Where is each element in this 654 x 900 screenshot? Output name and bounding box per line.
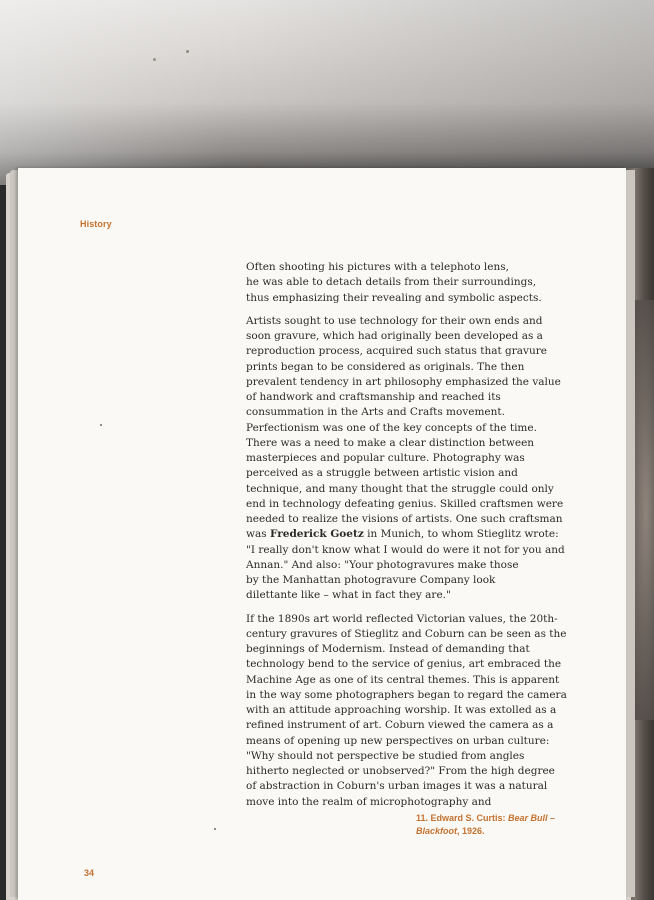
scanner-background [0,0,654,185]
caption-prefix: 11. Edward S. Curtis: [416,813,509,823]
page-number: 34 [84,868,95,878]
section-label: History [80,219,112,229]
text-line: with an attitude approaching worship. It was extolled as a [246,704,557,716]
text-line: thus emphasizing their revealing and symbolic aspects. [246,291,542,304]
dust-speck [186,50,189,53]
text-line: reproduction process, acquired such status that gravure [246,345,547,358]
caption-title: Bear Bull – [508,813,556,823]
text-fragment: was [246,528,270,541]
text-line: of abstraction in Coburn's urban images it was a natural [246,780,548,793]
caption-title-cont: Blackfoot [416,825,458,836]
text-line: technology bend to the service of genius, art embraced the [246,658,562,671]
text-line: consummation in the Arts and Crafts movement. [246,406,505,419]
text-line: of handwork and craftsmanship and reached its [246,391,501,403]
text-line: masterpieces and popular culture. Photography was [246,452,525,464]
text-line: "Why should not perspective be studied from angles [246,749,525,762]
text-line: If the 1890s art world reflected Victorian values, the 20th- [246,612,558,625]
caption-year: , 1926. [457,825,485,836]
book-page [18,168,626,900]
text-line: century gravures of Stieglitz and Coburn can be seen as the [246,627,567,640]
text-line: refined instrument of art. Coburn viewed the camera as a [246,719,554,732]
text-line: end in technology defeating genius. Skilled craftsmen were [246,497,564,510]
text-line: move into the realm of microphotography and [246,795,492,808]
text-line: in the way some photographers began to regard the camera [246,688,567,701]
text-fragment: in Munich, to whom Stieglitz wrote: [363,528,559,541]
paragraph-2 [246,314,576,604]
dust-speck [153,58,156,61]
text-line: dilettante like – what in fact they are." [246,589,451,602]
text-line: prints began to be considered as originals. The then [246,360,525,373]
person-name: Frederick Goetz [269,528,364,541]
text-line: means of opening up new perspectives on urban culture: [246,734,550,747]
figure-caption [416,812,586,837]
paragraph-3 [246,612,576,810]
text-line: hitherto neglected or unobserved?" From the high degree [246,765,555,777]
caption-line [416,825,586,838]
text-line: needed to realize the visions of artists. One such craftsman [246,513,563,525]
body-text [246,260,576,818]
paper-speck [100,424,102,426]
caption-line [416,812,586,825]
text-line: Often shooting his pictures with a telephoto lens, [246,261,509,273]
text-line: prevalent tendency in art philosophy emphasized the value [246,375,561,388]
text-line: There was a need to make a clear distinction between [246,436,535,449]
text-line: Perfectionism was one of the key concepts of the time. [246,421,537,434]
text-line: "I really don't know what I would do were it not for you and [246,543,565,556]
text-line: soon gravure, which had originally been developed as a [246,330,543,342]
text-line-with-name [246,527,576,542]
text-line: technique, and many thought that the struggle could only [246,482,554,495]
paper-speck [214,828,216,830]
text-line: perceived as a struggle between artistic vision and [246,467,518,480]
text-line: beginnings of Modernism. Instead of demanding that [246,643,530,655]
text-line: Annan." And also: "Your photogravures make those [246,558,519,571]
text-line: Machine Age as one of its central themes. This is apparent [246,673,560,686]
text-line: he was able to detach details from their surroundings, [246,276,537,289]
text-line: by the Manhattan photogravure Company look [246,574,496,586]
paragraph-1 [246,260,576,306]
text-line: Artists sought to use technology for their own ends and [246,314,543,327]
